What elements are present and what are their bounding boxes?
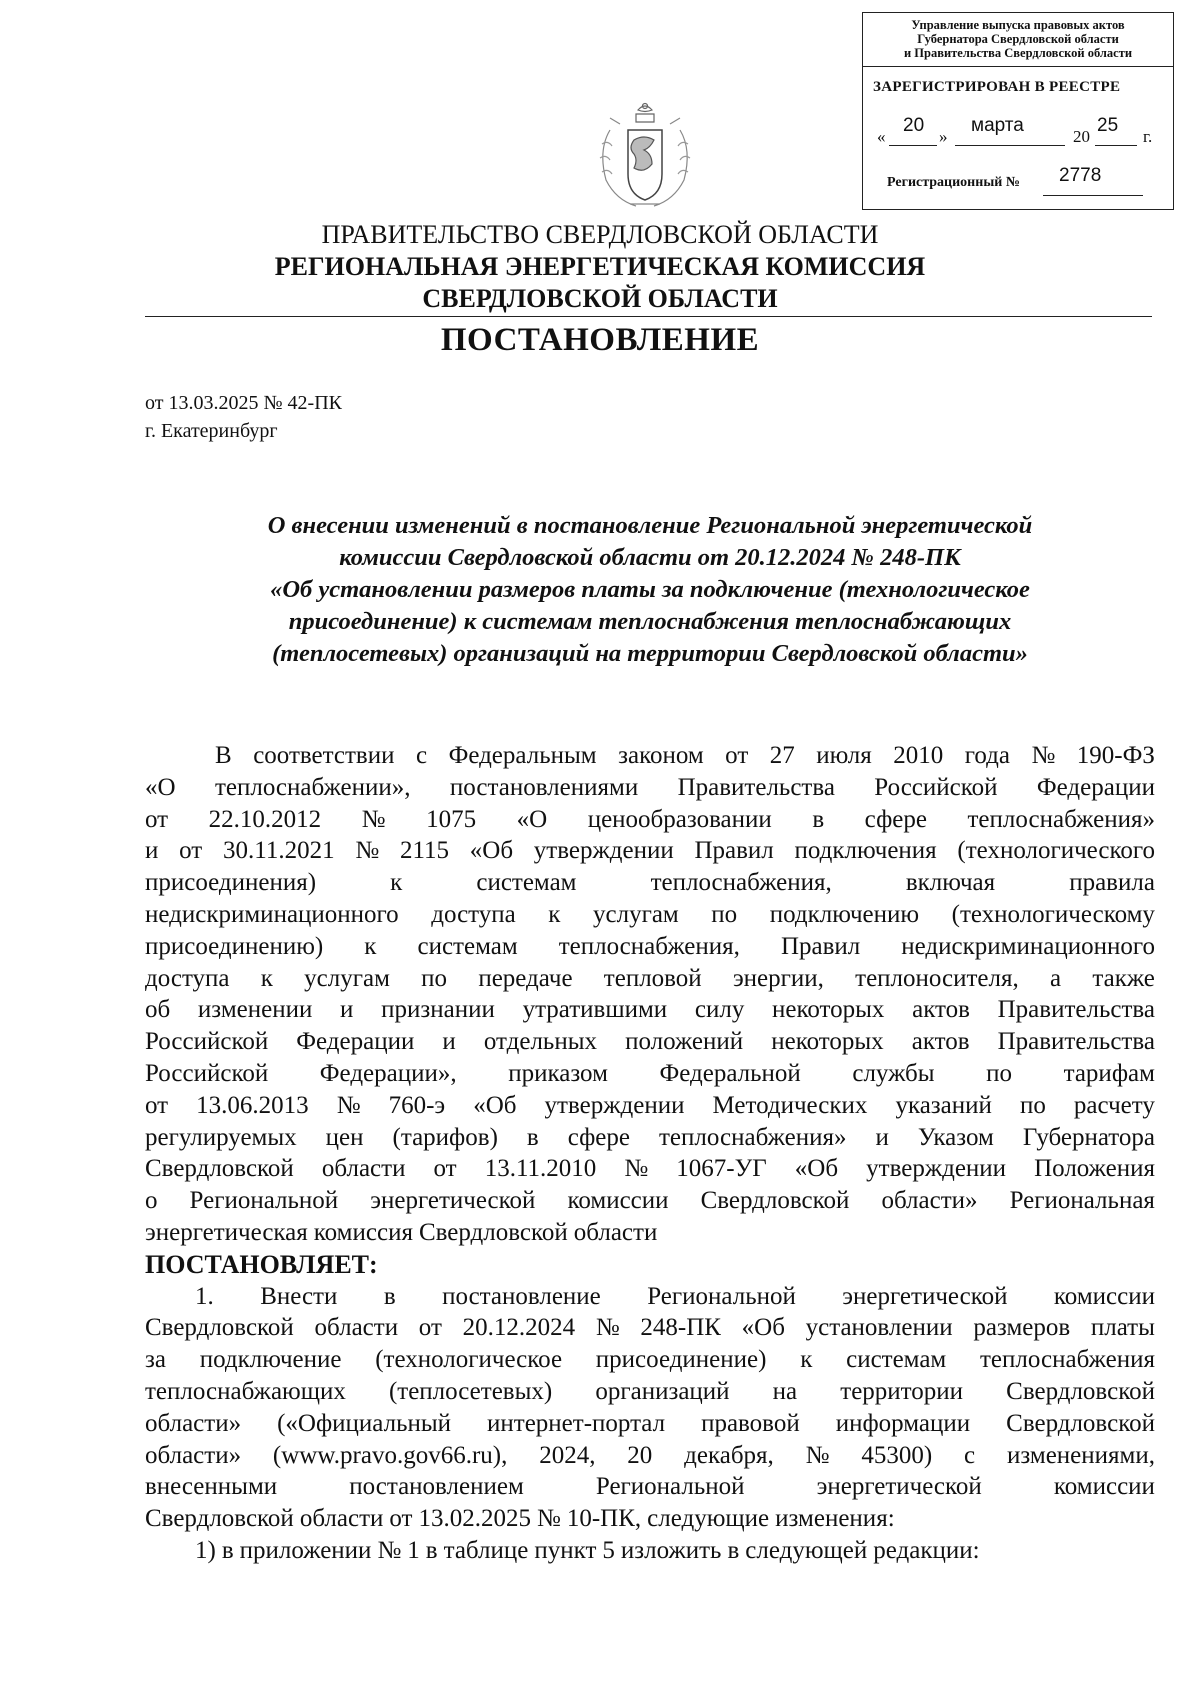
body-line xyxy=(145,772,1155,804)
body-word: доступа xyxy=(431,900,516,928)
body-word: теплоснабжения, xyxy=(650,869,832,897)
body-word: 2010 xyxy=(893,742,944,769)
body-line xyxy=(145,1185,1155,1217)
body-word: от xyxy=(179,837,203,865)
body-word: установлении xyxy=(805,1314,953,1342)
body-word: актов xyxy=(911,1028,970,1056)
body-word: тепловой xyxy=(603,964,702,992)
stamp-day-underline xyxy=(889,145,937,146)
stamp-quote-close: » xyxy=(939,127,948,146)
body-word: о xyxy=(145,1187,158,1215)
body-word: следующей xyxy=(745,1536,868,1564)
body-word: на xyxy=(772,1377,798,1405)
body-word: некоторых xyxy=(772,996,885,1024)
body-line xyxy=(145,1344,1155,1376)
body-word: года xyxy=(964,742,1010,769)
body-line xyxy=(145,931,1155,963)
body-word: энергии, xyxy=(732,964,824,992)
body-line xyxy=(145,1440,1155,1472)
stamp-year-abbr: г. xyxy=(1143,127,1153,146)
body-word: Положения xyxy=(1034,1155,1155,1183)
body-word: области» xyxy=(881,1187,978,1215)
body-word: № xyxy=(355,837,380,865)
body-word: а xyxy=(1050,964,1062,992)
body-word: внесенными xyxy=(145,1473,278,1501)
stamp-quote-open: « xyxy=(877,127,886,146)
body-word: информации xyxy=(835,1409,971,1437)
body-word: 27 xyxy=(769,742,795,769)
body-word: постановление xyxy=(442,1282,601,1310)
subject-line: комиссии Свердловской области от 20.12.2024 № 248-ПК xyxy=(339,544,961,571)
body-word: также xyxy=(1092,964,1155,992)
body-word: 248-ПК xyxy=(640,1314,721,1342)
body-word: платы xyxy=(1090,1314,1155,1342)
body-word: территории xyxy=(840,1377,964,1405)
body-word: следующие xyxy=(647,1505,770,1533)
body-word: в xyxy=(727,1536,740,1564)
body-word: от xyxy=(145,805,169,833)
body-word: теплоснабжения» xyxy=(967,805,1155,833)
body-word: 760-э xyxy=(388,1091,446,1119)
body-word: 45300) xyxy=(861,1441,933,1469)
body-word: от xyxy=(389,1505,413,1533)
body-word: подключение xyxy=(199,1346,342,1374)
body-word: 190-ФЗ xyxy=(1076,742,1155,769)
body-word: комиссии xyxy=(1053,1282,1155,1310)
body-word: Правил xyxy=(780,932,861,960)
body-word: к xyxy=(390,869,403,897)
body-word: 1 xyxy=(407,1536,420,1564)
body-word: интернет-портал xyxy=(487,1409,666,1437)
body-word: Свердловской xyxy=(700,1187,850,1215)
body-line xyxy=(145,994,1155,1026)
body-word: Российской xyxy=(145,1059,269,1087)
body-word: энергетической xyxy=(842,1282,1008,1310)
stamp-number-value: 2778 xyxy=(1059,165,1102,186)
body-line xyxy=(145,1471,1155,1503)
body-word: от xyxy=(725,742,749,769)
body-line xyxy=(145,835,1155,867)
body-word: области xyxy=(573,1218,658,1246)
document-subject xyxy=(140,510,1160,670)
body-word: приказом xyxy=(508,1059,608,1087)
body-word: ПОСТАНОВЛЯЕТ: xyxy=(145,1249,378,1279)
body-word: энергетической xyxy=(816,1473,982,1501)
stamp-number-underline xyxy=(1043,195,1143,196)
body-word: положений xyxy=(625,1028,744,1056)
stamp-month-underline xyxy=(955,145,1065,146)
body-word: тарифам xyxy=(1063,1059,1155,1087)
body-word: Правительства xyxy=(997,1028,1155,1056)
body-word: № xyxy=(595,1314,620,1342)
body-word: теплоснабжения, xyxy=(558,932,740,960)
body-word: № xyxy=(336,1091,361,1119)
stamp-year-underline xyxy=(1095,145,1137,146)
body-word: передаче xyxy=(478,964,573,992)
subject-line: «Об установлении размеров платы за подключение (технологическое xyxy=(270,576,1030,603)
body-word: (теплосетевых) xyxy=(388,1377,553,1405)
body-word: утверждении xyxy=(544,1091,685,1119)
body-word: 1067-УГ xyxy=(676,1155,767,1183)
body-line xyxy=(145,1058,1155,1090)
body-word: изменения: xyxy=(775,1505,895,1533)
body-line xyxy=(145,1408,1155,1440)
stamp-month: марта xyxy=(971,115,1024,136)
body-word: системам xyxy=(417,932,518,960)
body-word: области» xyxy=(145,1441,242,1469)
body-word: Внести xyxy=(260,1282,338,1310)
body-word: 13.11.2010 xyxy=(484,1155,597,1183)
stamp-reg-label: Регистрационный № xyxy=(887,175,1020,190)
body-word: об xyxy=(145,996,171,1024)
body-word: Свердловской xyxy=(145,1314,294,1342)
body-word: 22.10.2012 xyxy=(208,805,322,833)
body-line xyxy=(145,1535,1155,1567)
body-word: утверждении xyxy=(866,1155,1007,1183)
body-word: с xyxy=(415,742,428,769)
body-word: приложении xyxy=(239,1536,372,1564)
body-word: Региональной xyxy=(595,1473,745,1501)
body-word: признании xyxy=(381,996,495,1024)
body-word: 1075 xyxy=(426,805,477,833)
body-word: Методических xyxy=(712,1091,868,1119)
body-word: «Об xyxy=(473,1091,517,1119)
body-word: теплоснабжения» xyxy=(659,1123,847,1151)
body-word: сфере xyxy=(567,1123,630,1151)
body-word: Свердловской xyxy=(1006,1409,1155,1437)
body-word: теплоносителя, xyxy=(855,964,1019,992)
body-word: Правительства xyxy=(677,773,835,801)
body-word: сфере xyxy=(864,805,927,833)
body-word: актов xyxy=(912,996,970,1024)
body-word: от xyxy=(433,1155,457,1183)
body-word: («Официальный xyxy=(277,1409,452,1437)
body-word: № xyxy=(537,1505,561,1533)
body-word: теплоснабжения xyxy=(980,1346,1155,1374)
body-word: № xyxy=(1031,742,1056,769)
body-word: комиссии xyxy=(567,1187,669,1215)
body-line xyxy=(145,1090,1155,1122)
body-word: изменениями, xyxy=(1006,1441,1155,1469)
body-word: Свердловской xyxy=(145,1505,294,1533)
subject-line: (теплосетевых) организаций на территории Свердловской области» xyxy=(272,640,1028,667)
body-word: (технологическому xyxy=(951,900,1155,928)
body-word: присоединению) xyxy=(145,932,324,960)
body-word: комиссии xyxy=(1053,1473,1155,1501)
body-word: декабря, xyxy=(684,1441,774,1469)
body-word: области» xyxy=(145,1409,242,1437)
body-word: № xyxy=(805,1441,830,1469)
body-word: с xyxy=(964,1441,976,1469)
body-word: по xyxy=(421,964,448,992)
body-word: области xyxy=(321,1155,406,1183)
body-word: по xyxy=(1019,1091,1046,1119)
body-word: системам xyxy=(846,1346,947,1374)
body-word: некоторых xyxy=(771,1028,884,1056)
body-word: Российской xyxy=(874,773,998,801)
body-word: (www.pravo.gov66.ru), xyxy=(272,1441,508,1469)
body-word: 1. xyxy=(195,1282,214,1310)
government-title: ПРАВИТЕЛЬСТВО СВЕРДЛОВСКОЙ ОБЛАСТИ xyxy=(321,220,879,249)
body-word: за xyxy=(145,1346,166,1374)
stamp-authority-line: Управление выпуска правовых актов xyxy=(911,18,1125,32)
body-word: 20 xyxy=(627,1441,653,1469)
stamp-reg-number xyxy=(873,165,1173,205)
body-word: утверждении xyxy=(533,837,674,865)
body-word: включая xyxy=(905,869,996,897)
body-word: правила xyxy=(1069,869,1155,897)
document-body xyxy=(145,740,1155,1567)
commission-title-line1: РЕГИОНАЛЬНАЯ ЭНЕРГЕТИЧЕСКАЯ КОМИССИЯ xyxy=(274,252,926,281)
body-word: недискриминационного xyxy=(145,900,399,928)
body-word: присоединение) xyxy=(595,1346,767,1374)
body-word: 2024, xyxy=(539,1441,596,1469)
body-word: цен xyxy=(325,1123,364,1151)
body-word: правовой xyxy=(701,1409,800,1437)
body-word: энергетическая xyxy=(145,1218,308,1246)
body-word: утратившими xyxy=(522,996,668,1024)
body-word: по xyxy=(986,1059,1013,1087)
body-word: Правительства xyxy=(997,996,1155,1024)
body-word: (технологическое xyxy=(375,1346,563,1374)
body-word: в xyxy=(425,1536,438,1564)
body-word: Свердловской xyxy=(145,1155,294,1183)
body-word: подключению xyxy=(769,900,920,928)
body-word: (технологического xyxy=(957,837,1155,865)
body-line xyxy=(145,867,1155,899)
header-divider xyxy=(145,316,1152,317)
body-word: к xyxy=(800,1346,813,1374)
body-word: недискриминационного xyxy=(901,932,1155,960)
body-word: Региональной xyxy=(647,1282,796,1310)
body-word: услугам xyxy=(304,964,390,992)
body-word: 13.02.2025 xyxy=(418,1505,531,1533)
body-word: указаний xyxy=(895,1091,992,1119)
stamp-authority-line: Губернатора Свердловской области xyxy=(917,32,1119,46)
body-word: 20.12.2024 xyxy=(462,1314,576,1342)
body-word: отдельных xyxy=(483,1028,598,1056)
body-word: к xyxy=(364,932,377,960)
body-word: 5 xyxy=(602,1536,615,1564)
body-word: постановлением xyxy=(349,1473,524,1501)
body-word: (тарифов) xyxy=(392,1123,498,1151)
body-word: «Об xyxy=(741,1314,785,1342)
body-word: В xyxy=(215,742,232,769)
stamp-registered-label: ЗАРЕГИСТРИРОВАН В РЕЕСТРЕ xyxy=(873,79,1121,95)
body-word: № xyxy=(624,1155,649,1183)
subject-line: О внесении изменений в постановление Региональной энергетической xyxy=(267,512,1033,539)
body-word: Федерации xyxy=(1036,773,1155,801)
document-type-title: ПОСТАНОВЛЕНИЕ xyxy=(440,322,760,358)
body-word: и xyxy=(340,996,354,1024)
body-word: теплоснабжающих xyxy=(145,1377,346,1405)
stamp-day: 20 xyxy=(903,115,925,136)
body-word: 30.11.2021 xyxy=(223,837,335,865)
body-word: Губернатора xyxy=(1022,1123,1155,1151)
body-line xyxy=(145,899,1155,931)
body-word: «О xyxy=(145,773,176,801)
body-word: присоединения) xyxy=(145,869,317,897)
body-word: комиссия xyxy=(313,1218,413,1246)
body-word: № xyxy=(361,805,386,833)
body-word: Указом xyxy=(917,1123,994,1151)
body-word: в xyxy=(526,1123,539,1151)
body-word: Федеральной xyxy=(659,1059,801,1087)
body-word: расчету xyxy=(1073,1091,1155,1119)
body-line xyxy=(145,963,1155,995)
body-word: Федерации xyxy=(296,1028,415,1056)
body-word: Региональной xyxy=(189,1187,339,1215)
body-line xyxy=(145,1153,1155,1185)
body-line xyxy=(145,1281,1155,1313)
body-word: 13.06.2013 xyxy=(196,1091,309,1119)
stamp-date xyxy=(873,115,1173,155)
body-word: к xyxy=(260,964,273,992)
body-word: изменении xyxy=(197,996,313,1024)
body-word: в xyxy=(383,1282,396,1310)
body-word: области xyxy=(299,1505,384,1533)
commission-title-line2: СВЕРДЛОВСКОЙ ОБЛАСТИ xyxy=(422,284,778,313)
stamp-year-suffix: 25 xyxy=(1097,115,1119,136)
body-word: энергетической xyxy=(370,1187,536,1215)
body-word: 10-ПК, xyxy=(566,1505,642,1533)
body-word: постановлениями xyxy=(449,773,639,801)
body-word: службы xyxy=(852,1059,935,1087)
body-line xyxy=(145,1122,1155,1154)
body-word: пункт xyxy=(534,1536,597,1564)
subject-line: присоединение) к системам теплоснабжения теплоснабжающих xyxy=(288,608,1012,635)
body-line xyxy=(145,1249,1155,1281)
stamp-authority xyxy=(863,13,1173,67)
coat-of-arms-icon xyxy=(580,100,710,212)
body-word: регулируемых xyxy=(145,1123,297,1151)
body-word: системам xyxy=(476,869,577,897)
body-word: соответствии xyxy=(253,742,395,769)
body-word: услугам xyxy=(593,900,679,928)
body-word: теплоснабжении», xyxy=(214,773,411,801)
body-word: изложить xyxy=(620,1536,722,1564)
body-word: «О xyxy=(516,805,548,833)
body-word: к xyxy=(548,900,561,928)
body-word: ценообразовании xyxy=(587,805,772,833)
body-word: Правил xyxy=(694,837,774,865)
body-word: июля xyxy=(816,742,872,769)
body-line xyxy=(145,1503,1155,1535)
body-word: доступа xyxy=(145,964,230,992)
body-word: и xyxy=(875,1123,889,1151)
body-line xyxy=(145,804,1155,836)
body-word: размеров xyxy=(973,1314,1071,1342)
body-line xyxy=(145,1376,1155,1408)
body-word: 1) xyxy=(195,1536,216,1564)
body-word: по xyxy=(711,900,738,928)
body-word: от xyxy=(145,1091,169,1119)
body-line xyxy=(145,1026,1155,1058)
registration-stamp xyxy=(862,12,1174,210)
body-word: от xyxy=(418,1314,442,1342)
body-word: Федеральным xyxy=(448,742,597,769)
document-date-number: от 13.03.2025 № 42-ПК xyxy=(145,392,343,414)
body-word: Федерации», xyxy=(319,1059,457,1087)
body-word: области xyxy=(314,1314,399,1342)
body-line xyxy=(145,740,1155,772)
body-word: Свердловской xyxy=(418,1218,568,1246)
body-word: Региональная xyxy=(1009,1187,1155,1215)
body-word: редакции: xyxy=(873,1536,980,1564)
body-word: организаций xyxy=(595,1377,730,1405)
body-word: Свердловской xyxy=(1006,1377,1155,1405)
body-word: в xyxy=(221,1536,234,1564)
body-word: № xyxy=(377,1536,402,1564)
body-line xyxy=(145,1312,1155,1344)
stamp-authority-line: и Правительства Свердловской области xyxy=(903,46,1133,60)
body-word: подключения xyxy=(794,837,937,865)
body-word: 2115 xyxy=(399,837,450,865)
body-word: в xyxy=(812,805,825,833)
stamp-year-prefix: 20 xyxy=(1073,127,1090,146)
body-word: «Об xyxy=(794,1155,839,1183)
body-word: и xyxy=(442,1028,456,1056)
document-city: г. Екатеринбург xyxy=(145,420,278,442)
body-word: и xyxy=(145,837,159,865)
body-word: таблице xyxy=(443,1536,529,1564)
body-word: силу xyxy=(694,996,745,1024)
body-word: законом xyxy=(618,742,704,769)
body-line xyxy=(145,1217,1155,1249)
body-word: «Об xyxy=(469,837,514,865)
body-word: Российской xyxy=(145,1028,269,1056)
